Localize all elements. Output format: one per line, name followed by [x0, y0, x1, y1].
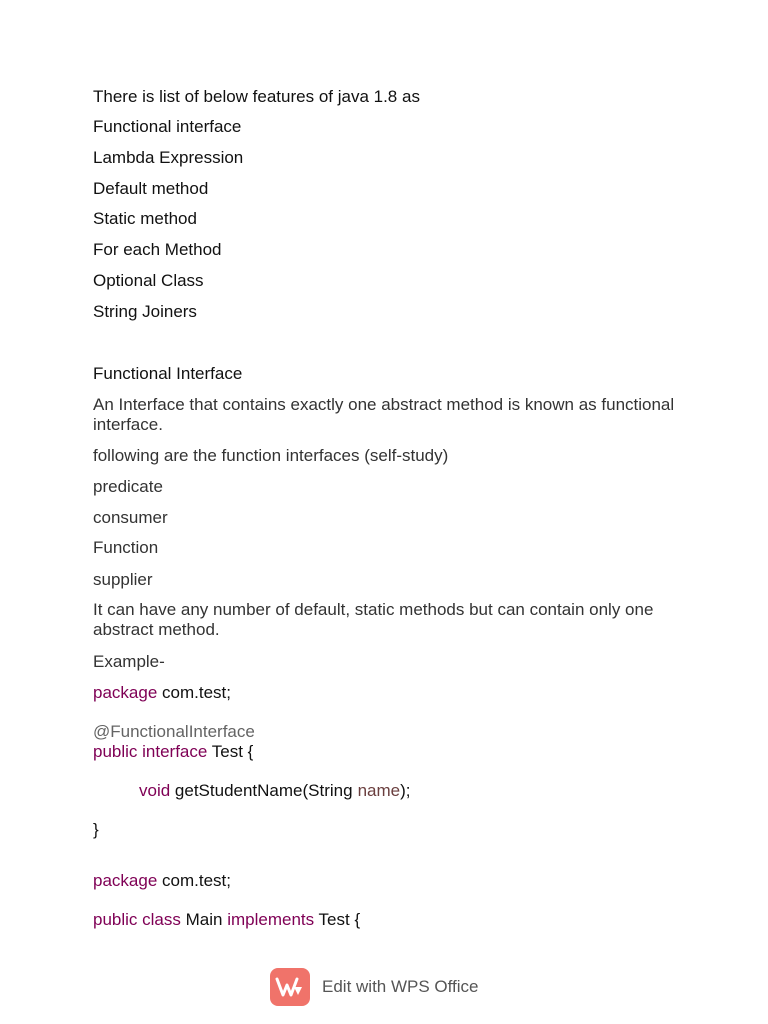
interface-type: predicate [93, 477, 163, 496]
wps-logo-icon [270, 968, 310, 1006]
method-signature: getStudentName(String [174, 781, 353, 800]
wps-edit-banner[interactable] [270, 968, 479, 1006]
keyword: public class [93, 910, 181, 929]
feature-item: String Joiners [93, 302, 197, 321]
features-intro: There is list of below features of java 1.8 as [93, 87, 420, 106]
code-annotation: @FunctionalInterface [93, 722, 255, 741]
section-heading: Functional Interface [93, 364, 243, 383]
interface-type: consumer [93, 508, 168, 527]
package-name: com.test; [162, 683, 231, 702]
keyword: public interface [93, 742, 208, 761]
package-name: com.test; [162, 871, 231, 890]
feature-item: Default method [93, 179, 209, 198]
code-class-line [93, 910, 360, 930]
parameter-name: name [357, 781, 401, 800]
keyword: package [93, 683, 158, 702]
class-name: Main [185, 910, 223, 929]
feature-item: Static method [93, 209, 197, 228]
example-label: Example- [93, 652, 165, 671]
code-close-brace: } [93, 820, 99, 839]
class-implements: Test { [318, 910, 361, 929]
code-interface-line [93, 742, 253, 762]
code-method-line [139, 781, 411, 801]
feature-item: For each Method [93, 240, 222, 259]
keyword: package [93, 871, 158, 890]
code-package-line [93, 683, 231, 703]
keyword: void [139, 781, 171, 800]
rule-paragraph: It can have any number of default, static methods but can contain only one abstract method. [93, 600, 654, 639]
feature-item: Optional Class [93, 271, 204, 290]
code-package-line [93, 871, 231, 891]
interface-type: supplier [93, 570, 153, 589]
interface-type: Function [93, 538, 159, 557]
interface-declaration: Test { [211, 742, 254, 761]
definition-paragraph: An Interface that contains exactly one abstract method is known as functional interface. [93, 395, 675, 434]
feature-item: Functional interface [93, 117, 242, 136]
following-line: following are the function interfaces (self-study) [93, 446, 449, 465]
method-end: ); [400, 781, 411, 800]
keyword: implements [227, 910, 315, 929]
feature-item: Lambda Expression [93, 148, 244, 167]
wps-edit-label[interactable]: Edit with WPS Office [322, 977, 479, 996]
